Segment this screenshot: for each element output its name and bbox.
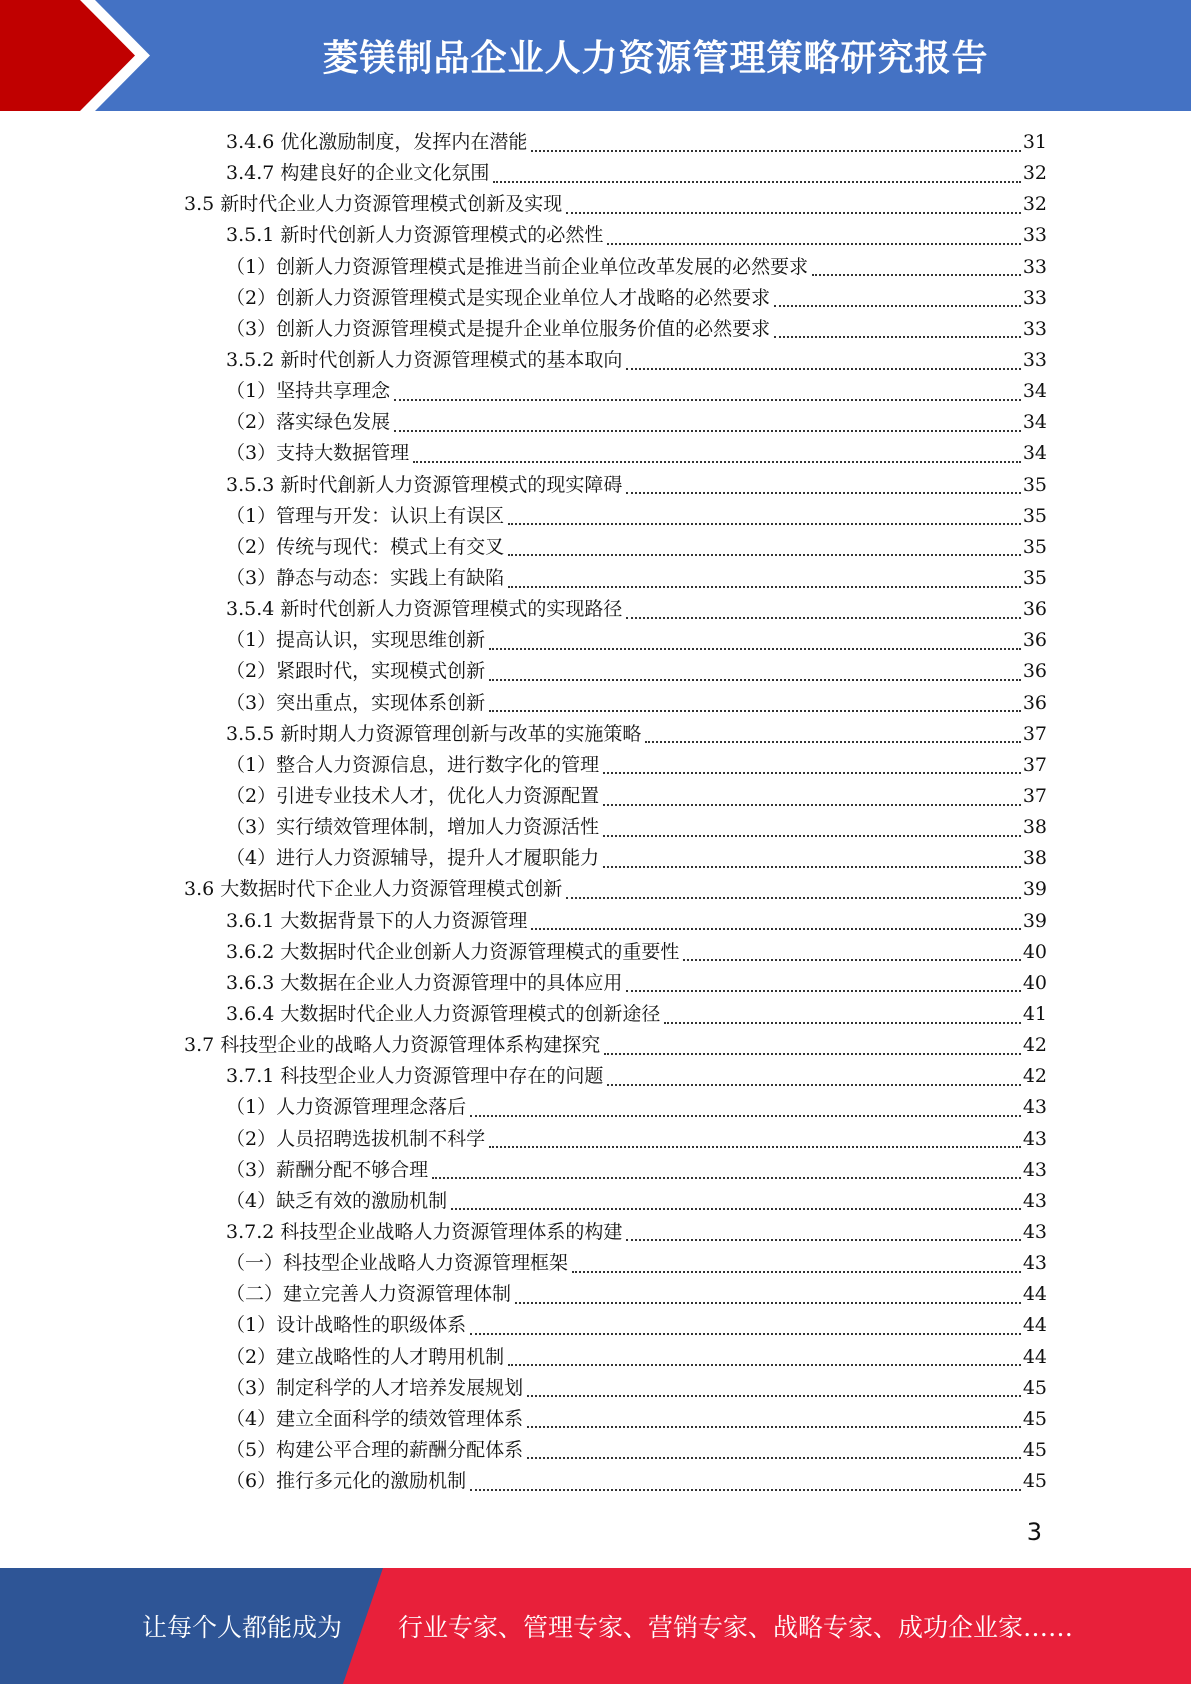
toc-entry-page: 43 xyxy=(1022,1220,1047,1243)
toc-dot-leader xyxy=(508,586,1021,588)
toc-entry-page: 37 xyxy=(1022,722,1047,745)
toc-entry-label: 3.5.4 新时代创新人力资源管理模式的实现路径 xyxy=(226,598,623,621)
toc-entry[interactable] xyxy=(0,1279,1191,1310)
document-title: 菱镁制品企业人力资源管理策略研究报告 xyxy=(322,38,989,79)
toc-entry-page: 35 xyxy=(1022,535,1047,558)
toc-entry[interactable] xyxy=(0,220,1191,251)
toc-entry-label: （2）引进专业技术人才，优化人力资源配置 xyxy=(226,785,600,808)
toc-entry[interactable] xyxy=(0,874,1191,905)
toc-entry-label: （4）进行人力资源辅导，提升人才履职能力 xyxy=(226,847,600,870)
toc-dot-leader xyxy=(531,928,1020,930)
toc-entry-page: 32 xyxy=(1022,162,1047,185)
toc-dot-leader xyxy=(603,804,1021,806)
toc-entry-label: （5）构建公平合理的薪酬分配体系 xyxy=(226,1438,524,1461)
toc-entry-label: （3）创新人力资源管理模式是提升企业单位服务价值的必然要求 xyxy=(226,317,771,340)
toc-entry-page: 34 xyxy=(1022,442,1047,465)
toc-dot-leader xyxy=(451,1208,1021,1210)
toc-dot-leader xyxy=(604,1053,1021,1055)
toc-entry-label: 3.5.1 新时代创新人力资源管理模式的必然性 xyxy=(226,224,604,247)
toc-dot-leader xyxy=(413,461,1021,463)
toc-entry-page: 38 xyxy=(1022,816,1047,839)
toc-entry-label: （1）提高认识，实现思维创新 xyxy=(226,629,486,652)
toc-entry-label: 3.6.2 大数据时代企业创新人力资源管理模式的重要性 xyxy=(226,940,680,963)
toc-entry-label: （1）管理与开发：认识上有误区 xyxy=(226,504,505,527)
toc-entry-page: 36 xyxy=(1022,629,1047,652)
toc-entry-label: （3）突出重点，实现体系创新 xyxy=(226,691,486,714)
toc-entry-page: 43 xyxy=(1022,1096,1047,1119)
toc-entry[interactable] xyxy=(0,812,1191,843)
page-header xyxy=(0,0,1191,111)
page-footer xyxy=(0,1568,1191,1684)
toc-entry-label: （3）支持大数据管理 xyxy=(226,442,410,465)
toc-entry-page: 31 xyxy=(1022,131,1047,154)
toc-dot-leader xyxy=(527,1457,1021,1459)
toc-entry-label: 3.4.6 优化激励制度，发挥内在潜能 xyxy=(226,131,528,154)
toc-dot-leader xyxy=(493,181,1020,183)
toc-entry[interactable] xyxy=(0,1155,1191,1186)
toc-entry[interactable] xyxy=(0,376,1191,407)
toc-entry[interactable] xyxy=(0,906,1191,937)
footer-slogan-right: 行业专家、管理专家、营销专家、战略专家、成功企业家…… xyxy=(398,1613,1074,1642)
page-number: 3 xyxy=(1026,1518,1042,1546)
toc-entry-page: 45 xyxy=(1022,1376,1047,1399)
toc-entry[interactable] xyxy=(0,656,1191,687)
toc-entry-page: 42 xyxy=(1022,1065,1047,1088)
toc-entry[interactable] xyxy=(0,719,1191,750)
toc-dot-leader xyxy=(489,648,1021,650)
toc-dot-leader xyxy=(527,1395,1021,1397)
toc-dot-leader xyxy=(470,1489,1021,1491)
toc-entry-page: 44 xyxy=(1022,1283,1047,1306)
toc-entry[interactable] xyxy=(0,532,1191,563)
toc-entry-label: 3.4.7 构建良好的企业文化氛围 xyxy=(226,162,490,185)
toc-entry-page: 36 xyxy=(1022,691,1047,714)
toc-entry[interactable] xyxy=(0,843,1191,874)
toc-dot-leader xyxy=(515,1302,1021,1304)
toc-dot-leader xyxy=(626,990,1020,992)
toc-entry-page: 44 xyxy=(1022,1345,1047,1368)
toc-entry-label: （4）建立全面科学的绩效管理体系 xyxy=(226,1407,524,1430)
toc-entry[interactable] xyxy=(0,438,1191,469)
toc-dot-leader xyxy=(645,741,1020,743)
toc-entry-label: 3.6.3 大数据在企业人力资源管理中的具体应用 xyxy=(226,971,623,994)
toc-entry-page: 45 xyxy=(1022,1470,1047,1493)
toc-entry[interactable] xyxy=(0,1404,1191,1435)
toc-entry-label: （1）创新人力资源管理模式是推进当前企业单位改革发展的必然要求 xyxy=(226,255,809,278)
toc-dot-leader xyxy=(394,399,1021,401)
toc-entry[interactable] xyxy=(0,1186,1191,1217)
toc-entry[interactable] xyxy=(0,594,1191,625)
toc-entry-page: 43 xyxy=(1022,1158,1047,1181)
toc-entry-page: 33 xyxy=(1022,286,1047,309)
toc-entry-label: 3.5.3 新时代創新人力资源管理模式的现实障碍 xyxy=(226,473,623,496)
toc-dot-leader xyxy=(603,772,1021,774)
toc-dot-leader xyxy=(527,1426,1021,1428)
toc-entry[interactable] xyxy=(0,1092,1191,1123)
toc-entry-label: （1）整合人力资源信息，进行数字化的管理 xyxy=(226,753,600,776)
toc-entry-page: 37 xyxy=(1022,785,1047,808)
toc-dot-leader xyxy=(626,492,1020,494)
toc-entry[interactable] xyxy=(0,750,1191,781)
toc-entry-page: 42 xyxy=(1022,1034,1047,1057)
toc-entry[interactable] xyxy=(0,1310,1191,1341)
toc-dot-leader xyxy=(566,212,1021,214)
toc-dot-leader xyxy=(470,1333,1021,1335)
toc-entry-label: （2）传统与现代：模式上有交叉 xyxy=(226,535,505,558)
toc-entry[interactable] xyxy=(0,407,1191,438)
toc-entry-label: （2）创新人力资源管理模式是实现企业单位人才战略的必然要求 xyxy=(226,286,771,309)
toc-entry-page: 45 xyxy=(1022,1438,1047,1461)
toc-entry[interactable] xyxy=(0,158,1191,189)
toc-entry-page: 41 xyxy=(1022,1003,1047,1025)
toc-entry-page: 45 xyxy=(1022,1407,1047,1430)
toc-entry-page: 40 xyxy=(1022,940,1047,963)
toc-dot-leader xyxy=(394,430,1021,432)
toc-entry[interactable] xyxy=(0,688,1191,719)
toc-entry[interactable] xyxy=(0,968,1191,999)
toc-entry-label: （2）建立战略性的人才聘用机制 xyxy=(226,1345,505,1368)
toc-entry-page: 43 xyxy=(1022,1189,1047,1212)
toc-entry-label: （1）坚持共享理念 xyxy=(226,380,391,403)
toc-entry-label: （3）静态与动态：实践上有缺陷 xyxy=(226,567,505,590)
toc-dot-leader xyxy=(603,866,1021,868)
toc-entry-label: （2）紧跟时代，实现模式创新 xyxy=(226,660,486,683)
red-arrow-decoration xyxy=(0,0,160,111)
toc-dot-leader xyxy=(489,710,1021,712)
toc-dot-leader xyxy=(607,1084,1020,1086)
toc-entry[interactable] xyxy=(0,999,1191,1030)
toc-dot-leader xyxy=(626,1239,1020,1241)
toc-entry-label: （二）建立完善人力资源管理体制 xyxy=(226,1283,512,1306)
toc-entry-label: 3.6.1 大数据背景下的人力资源管理 xyxy=(226,909,528,932)
toc-dot-leader xyxy=(566,897,1021,899)
toc-entry-label: （1）人力资源管理理念落后 xyxy=(226,1096,467,1119)
toc-entry[interactable] xyxy=(0,1030,1191,1061)
toc-entry-label: （2）人员招聘选拔机制不科学 xyxy=(226,1127,486,1150)
toc-dot-leader xyxy=(508,523,1021,525)
toc-entry-label: 3.6 大数据时代下企业人力资源管理模式创新 xyxy=(184,878,563,901)
toc-entry[interactable] xyxy=(0,1466,1191,1497)
toc-dot-leader xyxy=(572,1271,1021,1273)
toc-entry-page: 44 xyxy=(1022,1314,1047,1337)
toc-entry-page: 36 xyxy=(1022,598,1047,621)
toc-entry-label: （2）落实绿色发展 xyxy=(226,411,391,434)
toc-entry[interactable] xyxy=(0,470,1191,501)
toc-entry-page: 35 xyxy=(1022,504,1047,527)
toc-entry-page: 43 xyxy=(1022,1127,1047,1150)
toc-entry[interactable] xyxy=(0,127,1191,158)
toc-entry[interactable] xyxy=(0,1435,1191,1466)
toc-dot-leader xyxy=(470,1115,1021,1117)
toc-entry[interactable] xyxy=(0,625,1191,656)
toc-entry-page: 33 xyxy=(1022,224,1047,247)
toc-entry-label: 3.5 新时代企业人力资源管理模式创新及实现 xyxy=(184,193,563,216)
toc-entry-page: 35 xyxy=(1022,567,1047,590)
toc-entry-label: 3.5.2 新时代创新人力资源管理模式的基本取向 xyxy=(226,349,623,372)
toc-entry[interactable] xyxy=(0,1061,1191,1092)
toc-dot-leader xyxy=(508,554,1021,556)
toc-entry[interactable] xyxy=(0,1341,1191,1372)
toc-dot-leader xyxy=(774,336,1021,338)
toc-entry[interactable] xyxy=(0,1124,1191,1155)
toc-entry[interactable] xyxy=(0,781,1191,812)
toc-entry[interactable] xyxy=(0,283,1191,314)
toc-dot-leader xyxy=(489,679,1021,681)
toc-entry-page: 32 xyxy=(1022,193,1047,216)
toc-entry-label: （1）设计战略性的职级体系 xyxy=(226,1314,467,1337)
toc-entry-page: 35 xyxy=(1022,473,1047,496)
toc-dot-leader xyxy=(683,959,1020,961)
toc-entry-label: （一）科技型企业战略人力资源管理框架 xyxy=(226,1252,569,1275)
toc-dot-leader xyxy=(489,1146,1021,1148)
toc-entry-page: 36 xyxy=(1022,660,1047,683)
toc-dot-leader xyxy=(664,1022,1020,1024)
toc-entry-page: 39 xyxy=(1022,878,1047,901)
toc-dot-leader xyxy=(531,150,1020,152)
toc-entry[interactable] xyxy=(0,563,1191,594)
toc-dot-leader xyxy=(508,1364,1021,1366)
toc-dot-leader xyxy=(607,243,1020,245)
toc-entry-label: 3.7.2 科技型企业战略人力资源管理体系的构建 xyxy=(226,1220,623,1243)
toc-entry-page: 37 xyxy=(1022,753,1047,776)
toc-entry-page: 34 xyxy=(1022,380,1047,403)
toc-entry[interactable] xyxy=(0,1373,1191,1404)
toc-entry-page: 33 xyxy=(1022,255,1047,278)
toc-dot-leader xyxy=(603,835,1021,837)
table-of-contents xyxy=(0,127,1191,1497)
toc-entry-label: 3.7 科技型企业的战略人力资源管理体系构建探究 xyxy=(184,1034,601,1057)
toc-entry-page: 43 xyxy=(1022,1252,1047,1275)
toc-entry-label: 3.6.4 大数据时代企业人力资源管理模式的创新途径 xyxy=(226,1003,661,1025)
toc-entry-page: 34 xyxy=(1022,411,1047,434)
toc-entry-page: 39 xyxy=(1022,909,1047,932)
toc-dot-leader xyxy=(626,368,1020,370)
toc-dot-leader xyxy=(626,617,1020,619)
toc-entry-page: 33 xyxy=(1022,349,1047,372)
toc-entry-label: （3）实行绩效管理体制，增加人力资源活性 xyxy=(226,816,600,839)
toc-entry-label: （3）薪酬分配不够合理 xyxy=(226,1158,429,1181)
toc-entry[interactable] xyxy=(0,189,1191,220)
footer-slogan-left: 让每个人都能成为 xyxy=(142,1613,343,1642)
toc-entry[interactable] xyxy=(0,314,1191,345)
toc-entry-page: 38 xyxy=(1022,847,1047,870)
toc-entry-label: （3）制定科学的人才培养发展规划 xyxy=(226,1376,524,1399)
toc-entry[interactable] xyxy=(0,252,1191,283)
toc-dot-leader xyxy=(812,274,1021,276)
toc-entry-page: 33 xyxy=(1022,317,1047,340)
toc-entry[interactable] xyxy=(0,501,1191,532)
toc-entry-label: 3.7.1 科技型企业人力资源管理中存在的问题 xyxy=(226,1065,604,1088)
toc-dot-leader xyxy=(774,305,1021,307)
toc-entry[interactable] xyxy=(0,1217,1191,1248)
toc-entry[interactable] xyxy=(0,1248,1191,1279)
toc-entry-page: 40 xyxy=(1022,971,1047,994)
toc-entry-label: 3.5.5 新时期人力资源管理创新与改革的实施策略 xyxy=(226,722,642,745)
toc-dot-leader xyxy=(432,1177,1021,1179)
toc-entry[interactable] xyxy=(0,345,1191,376)
toc-entry-label: （4）缺乏有效的激励机制 xyxy=(226,1189,448,1212)
toc-entry-label: （6）推行多元化的激励机制 xyxy=(226,1470,467,1493)
toc-entry[interactable] xyxy=(0,937,1191,968)
